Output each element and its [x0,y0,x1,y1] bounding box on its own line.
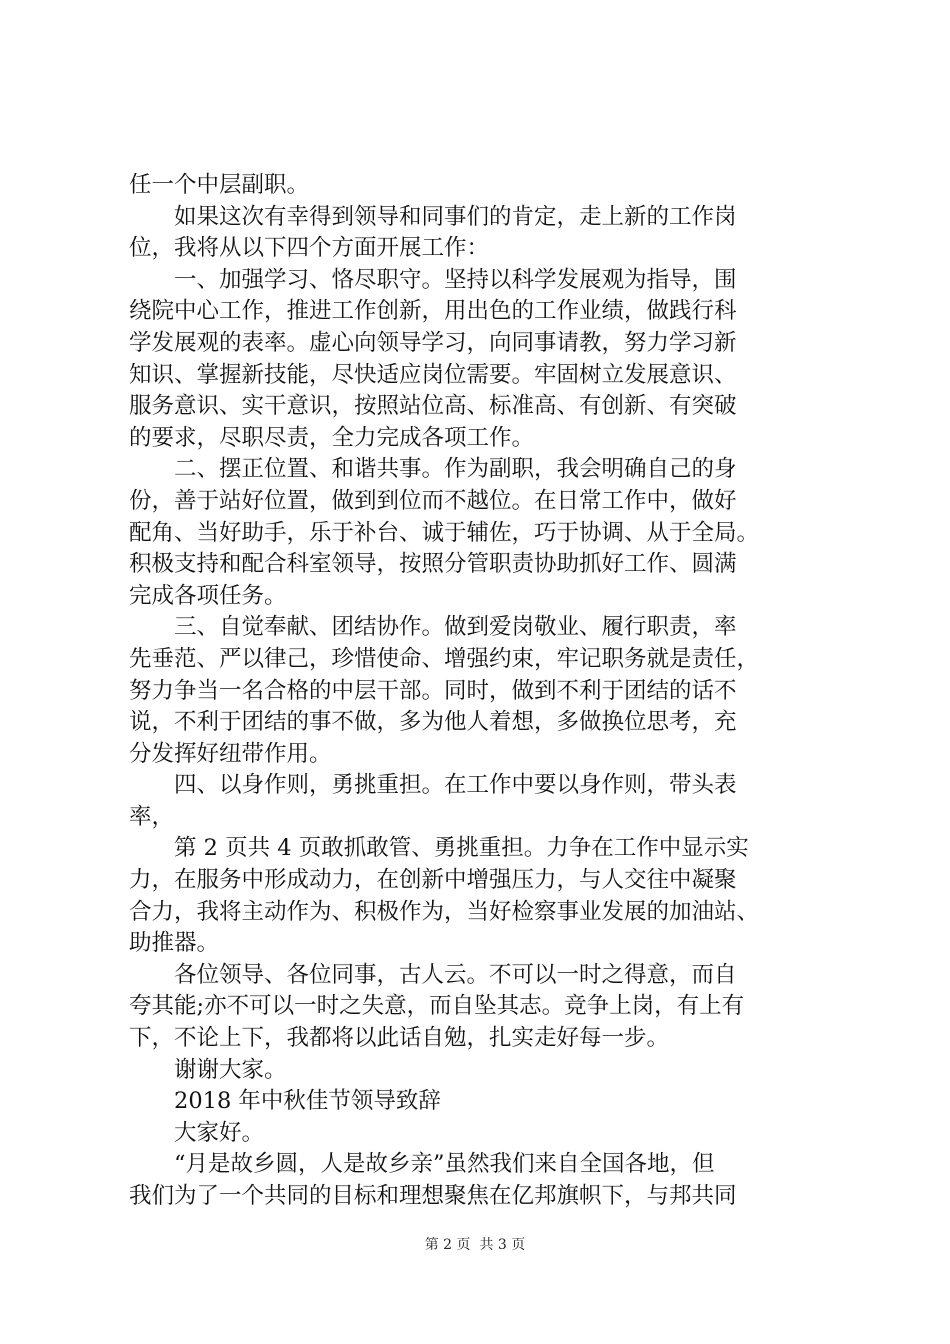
page-number-footer: 第 2 页 共 3 页 [424,1237,526,1253]
text-line: 任一个中层副职。 [129,172,310,198]
text-line: 学发展观的表率。虚心向领导学习，向同事请教，努力学习新 [129,329,737,356]
text-line: 如果这次有幸得到领导和同事们的肯定，走上新的工作岗 [129,203,737,230]
text-line: 我们为了一个共同的目标和理想聚焦在亿邦旗帜下，与邦共同 [129,1183,737,1209]
text-line: 三、自觉奉献、团结协作。做到爱岗敬业、履行职责，率 [129,614,737,641]
text-line: 夸其能;亦不可以一时之失意，而自坠其志。竞争上岗，有上有 [129,993,745,1020]
text-line: 下，不论上下，我都将以此话自勉，扎实走好每一步。 [129,1025,670,1052]
text-line: 说，不利于团结的事不做，多为他人着想，多做换位思考，充 [129,709,737,736]
text-line: 努力争当一名合格的中层干部。同时，做到不利于团结的话不 [129,677,737,704]
text-line: 先垂范、严以律己，珍惜使命、增强约束，牢记职务就是责任， [129,645,760,672]
text-line: 率， [129,803,175,830]
text-line: 合力，我将主动作为、积极作为，当好检察事业发展的加油站、 [129,898,760,925]
text-line: 谢谢大家。 [129,1056,287,1083]
text-line: 2018 年中秋佳节领导致辞 [129,1088,441,1115]
text-line: 各位领导、各位同事，古人云。不可以一时之得意，而自 [129,961,737,988]
text-line: 四、以身作则，勇挑重担。在工作中要以身作则，带头表 [129,772,737,799]
text-line: 力，在服务中形成动力，在创新中增强压力，与人交往中凝聚 [129,867,737,894]
text-line: 分发挥好纽带作用。 [129,740,332,767]
text-line: 份，善于站好位置，做到到位而不越位。在日常工作中，做好 [129,487,737,514]
text-line: 积极支持和配合科室领导，按照分管职责协助抓好工作、圆满 [129,551,737,578]
text-line: 二、摆正位置、和谐共事。作为副职，我会明确自己的身 [129,456,737,483]
text-line: 完成各项任务。 [129,582,287,609]
text-line: 知识、掌握新技能，尽快适应岗位需要。牢固树立发展意识、 [129,361,737,388]
text-line: 配角、当好助手，乐于补台、诚于辅佐，巧于协调、从于全局。 [129,519,760,546]
text-line: “月是故乡圆，人是故乡亲”虽然我们来自全国各地，但 [129,1151,715,1178]
text-line: 的要求，尽职尽责，全力完成各项工作。 [129,424,535,451]
text-line: 绕院中心工作，推进工作创新，用出色的工作业绩，做践行科 [129,298,737,325]
text-line: 第 2 页共 4 页敢抓敢管、勇挑重担。力争在工作中显示实 [129,835,749,862]
text-line: 大家好。 [129,1119,265,1146]
text-line: 位，我将从以下四个方面开展工作： [129,235,490,262]
text-line: 助推器。 [129,930,220,957]
document-body [129,170,829,1213]
text-line: 一、加强学习、恪尽职守。坚持以科学发展观为指导，围 [129,266,737,293]
text-line: 服务意识、实干意识，按照站位高、标准高、有创新、有突破 [129,393,737,420]
